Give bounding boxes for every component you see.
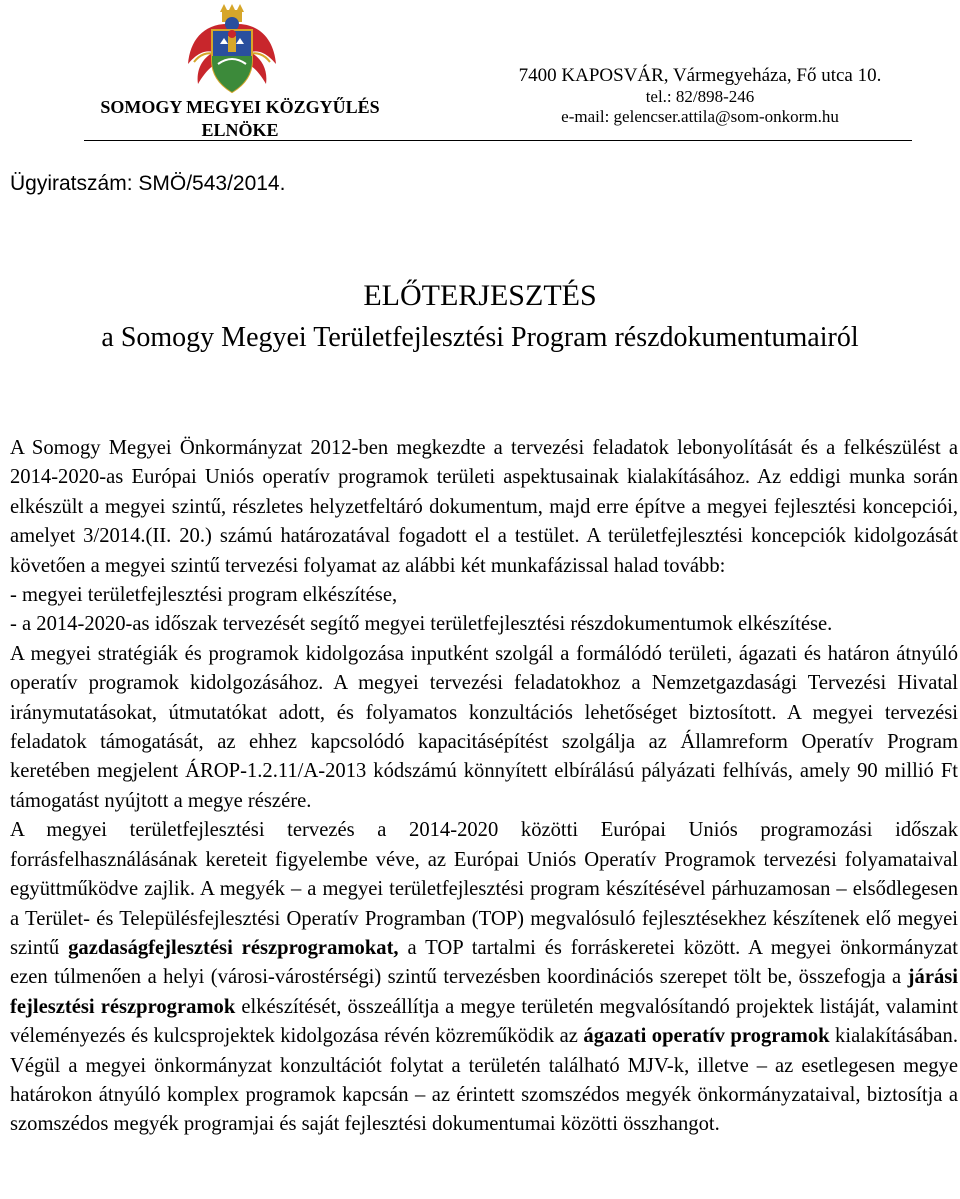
address: 7400 KAPOSVÁR, Vármegyeháza, Fő utca 10.: [518, 65, 882, 86]
list-item: - megyei területfejlesztési program elkészítése,: [10, 584, 398, 607]
emphasis-text: gazdaságfejlesztési részprogramokat,: [68, 936, 399, 959]
reference-number: Ügyiratszám: SMÖ/543/2014.: [10, 172, 286, 195]
text-run: kialakításában. Végül a megyei önkormányzat konzultációt folytat a területén található MJV-k, illetve – az esetlegesen megye határokon átnyúló komplex programok kapcsán – az érintett szomszédos megyék önkormányzataival, biztosítja a szomszédos megyék programjai és saját fejlesztési dokumentumai közötti összhangot.: [10, 1025, 958, 1136]
paragraph-intro: A Somogy Megyei Önkormányzat 2012-ben megkezdte a tervezési feladatok lebonyolítását és a felkészülést a 2014-2020-as Európai Uniós operatív programok területi aspektusainak kialakításához. Az eddigi munka során elkészült a megyei szintű, részletes helyzetfeltáró dokumentum, majd erre építve a megyei fejlesztési koncepciói, amelyet 3/2014.(II. 20.) számú határozatával fogadott el a testület. A területfejlesztési koncepciók kidolgozását követően a megyei szintű tervezési folyamat az alábbi két munkafázissal halad tovább:: [10, 437, 958, 577]
document-title: ELŐTERJESZTÉS: [363, 279, 597, 312]
paragraph-planning: [10, 816, 958, 1139]
issuer-name: SOMOGY MEGYEI KÖZGYŰLÉS: [100, 97, 380, 117]
contact-block: [490, 64, 910, 127]
text-run: elkészítését, összeállítja a megye területén megvalósítandó projektek listáját, valamint véleményezés és kulcsprojektek kidolgozása révén közreműködik az: [10, 995, 958, 1048]
phone: tel.: 82/898-246: [645, 87, 755, 106]
paragraph-funding: A megyei stratégiák és programok kidolgozása inputként szolgál a formálódó területi, ágazati és határon átnyúló operatív programok kidolgozásához. A megyei tervezési feladatokhoz a Nemzetgazdasági Tervezési Hivatal iránymutatásokat, útmutatókat adott, és folyamatos konzultációs lehetőséget biztosított. A megyei tervezési feladatok támogatását, az ehhez kapcsolódó kapacitásépítést szolgálja az Államreform Operatív Program keretében megjelent ÁROP-1.2.11/A-2013 kódszámú könnyített elbírálású pályázati felhívás, amely 90 millió Ft támogatást nyújtott a megye részére.: [10, 642, 958, 812]
document-body: [10, 434, 958, 1140]
issuer-block: [84, 96, 396, 142]
text-run: a TOP tartalmi és forráskeretei között. A megyei önkormányzat ezen túlmenően a helyi (városi-várostérségi) szintű tervezésben koordinációs szerepet tölt be, összefogja a: [10, 936, 959, 989]
email: e-mail: gelencser.attila@som-onkorm.hu: [561, 107, 839, 126]
emphasis-text: járási fejlesztési részprogramok: [10, 966, 958, 1018]
issuer-role: ELNÖKE: [201, 120, 279, 140]
list-item: - a 2014-2020-as időszak tervezését segítő megyei területfejlesztési részdokumentumok elkészítése.: [10, 613, 833, 636]
emphasis-text: ágazati operatív programok: [583, 1025, 830, 1048]
coat-of-arms-icon: [184, 4, 280, 96]
document-subtitle: a Somogy Megyei Területfejlesztési Program részdokumentumairól: [101, 322, 859, 353]
header-divider: [84, 140, 912, 141]
text-run: A megyei területfejlesztési tervezés a 2014-2020 közötti Európai Uniós programozási időszak forrásfelhasználásának kereteit figyelembe véve, az Európai Uniós Operatív Programok tervezési folyamataival együttműködve zajlik. A megyék – a megyei területfejlesztési program készítésével párhuzamosan – elsődlegesen a Terület- és Településfejlesztési Operatív Programban (TOP) megvalósuló fejlesztésekhez készítenek elő megyei szintű: [10, 819, 958, 959]
